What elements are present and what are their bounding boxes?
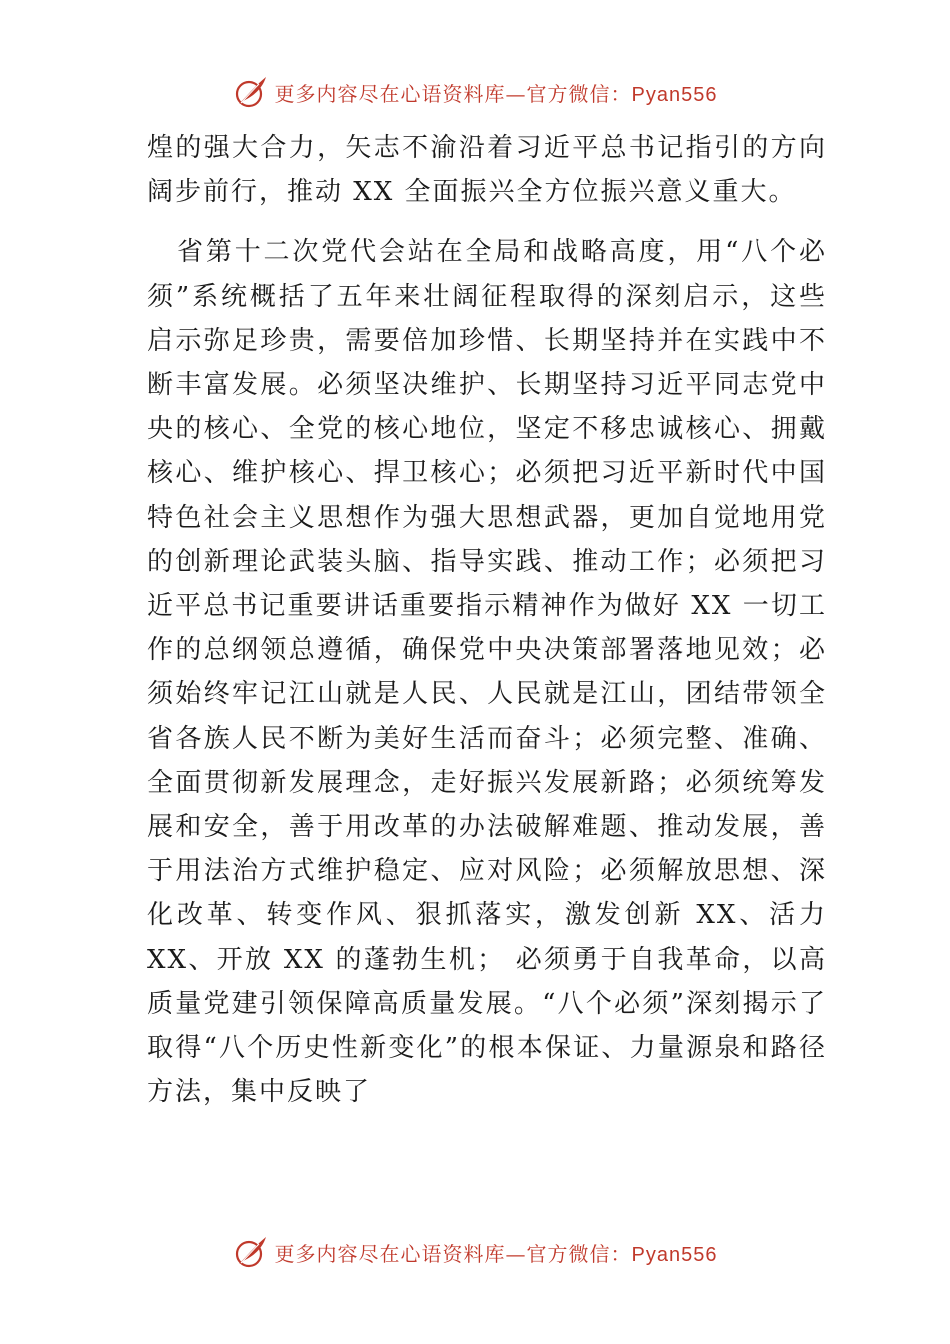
document-body	[147, 126, 827, 1114]
quill-feather-logo-icon	[233, 1234, 269, 1270]
footer-banner-text: 更多内容尽在心语资料库—官方微信：Pyan556	[274, 1241, 718, 1266]
header-banner	[0, 72, 950, 112]
paragraph-2: 省第十二次党代会站在全局和战略高度，用“八个必须”系统概括了五年来壮阔征程取得的深刻启示，这些启示弥足珍贵，需要倍加珍惜、长期坚持并在实践中不断丰富发展。必须坚决维护、长期坚持习近平同志党中央的核心、全党的核心地位，坚定不移忠诚核心、拥戴核心、维护核心、捍卫核心；必须把习近平新时代中国特色社会主义思想作为强大思想武器，更加自觉地用党的创新理论武装头脑、指导实践、推动工作；必须把习近平总书记重要讲话重要指示精神作为做好 XX 一切工作的总纲领总遵循，确保党中央决策部署落地见效；必须始终牢记江山就是人民、人民就是江山，团结带领全省各族人民不断为美好生活而奋斗；必须完整、准确、全面贯彻新发展理念，走好振兴发展新路；必须统筹发展和安全，善于用改革的办法破解难题、推动发展，善于用法治方式维护稳定、应对风险；必须解放思想、深化改革、转变作风、狠抓落实，激发创新 XX、活力 XX、开放 XX 的蓬勃生机； 必须勇于自我革命，以高质量党建引领保障高质量发展。“八个必须”深刻揭示了取得“八个历史性新变化”的根本保证、力量源泉和路径方法，集中反映了	[147, 237, 827, 1108]
paragraph-1: 煌的强大合力，矢志不渝沿着习近平总书记指引的方向阔步前行，推动 XX 全面振兴全方位振兴意义重大。	[147, 133, 827, 208]
header-banner-text: 更多内容尽在心语资料库—官方微信：Pyan556	[274, 81, 718, 106]
footer-wechat-id: Pyan556	[631, 1243, 718, 1266]
header-wechat-id: Pyan556	[631, 83, 718, 106]
quill-feather-logo-icon	[233, 74, 269, 110]
footer-banner	[0, 1232, 950, 1272]
